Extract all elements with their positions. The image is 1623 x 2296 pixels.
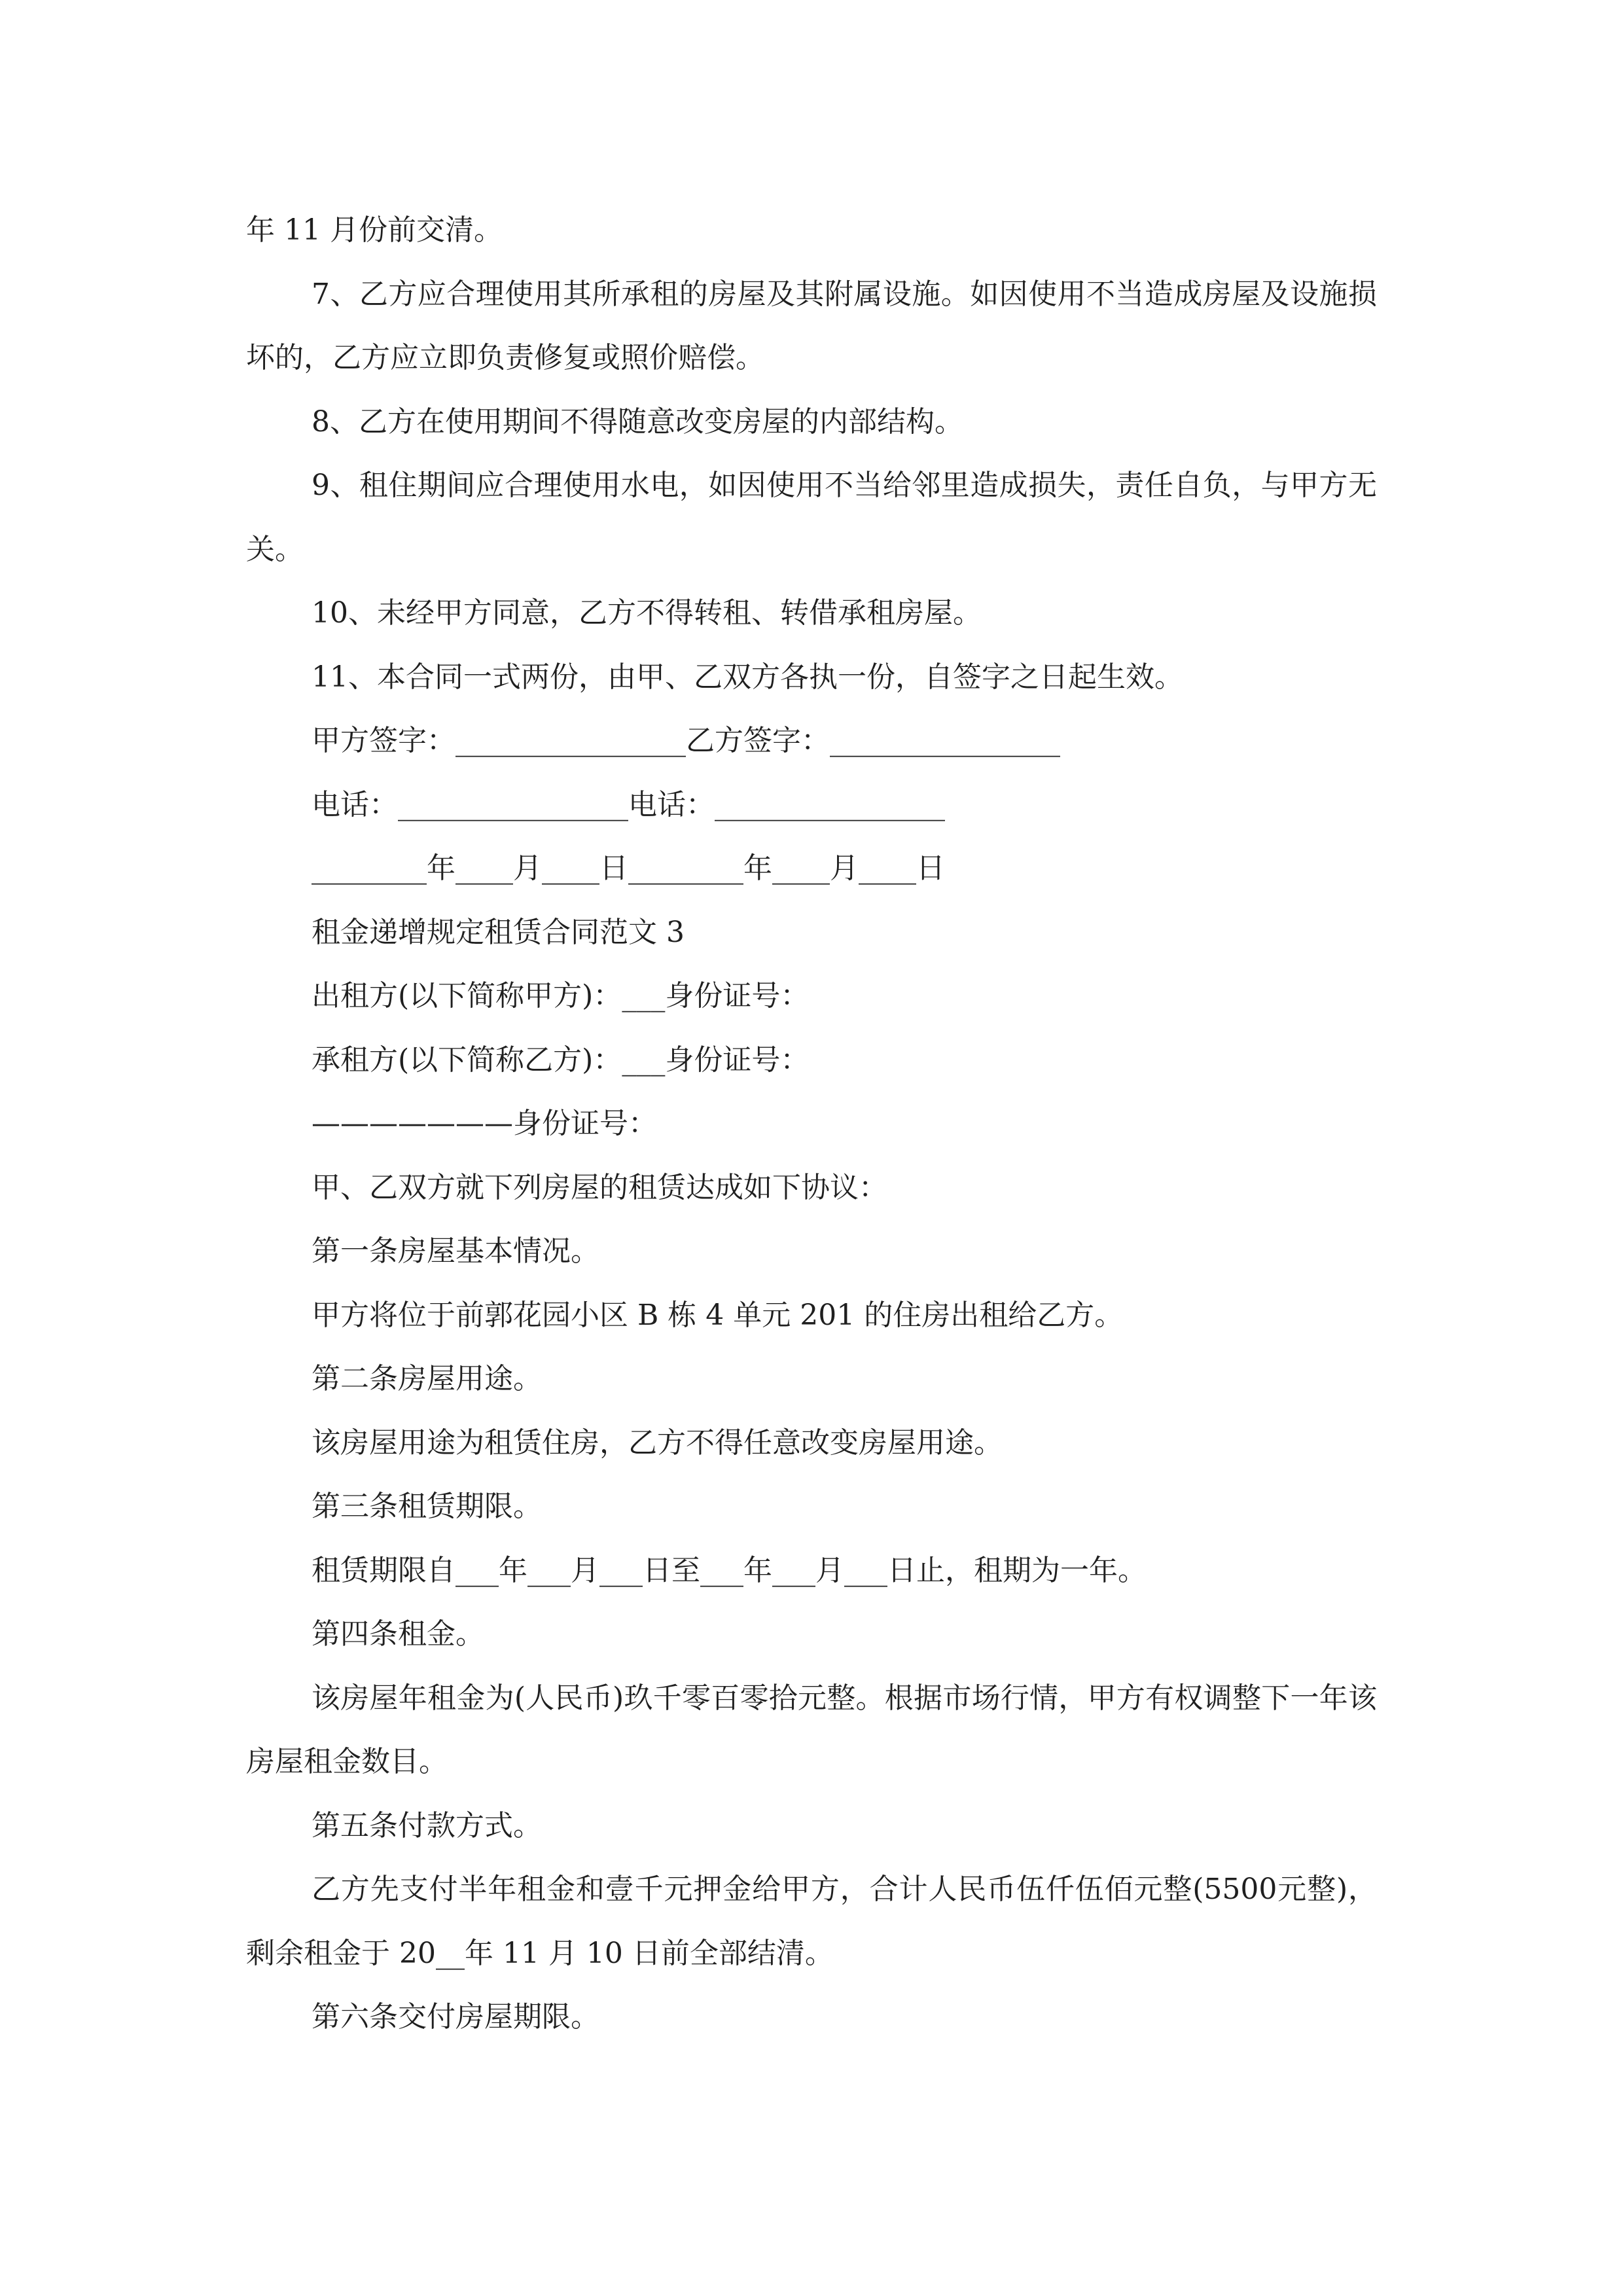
paragraph: 第一条房屋基本情况。 [312, 1234, 599, 1268]
paragraph: 租赁期限自___年___月___日至___年___月___日止，租期为一年。 [312, 1553, 1147, 1587]
paragraph: 年 11 月份前交清。 [246, 213, 503, 247]
paragraph: ________年____月____日________年____月____日 [312, 852, 945, 885]
paragraph: 7、乙方应合理使用其所承租的房屋及其附属设施。如因使用不当造成房屋及设施损坏的，乙方应立即负责修复或照价赔偿。 [246, 277, 1377, 374]
paragraph: 9、租住期间应合理使用水电，如因使用不当给邻里造成损失，责任自负，与甲方无关。 [246, 469, 1377, 566]
paragraph: 第五条付款方式。 [312, 1808, 542, 1842]
paragraph: 该房屋年租金为(人民币)玖千零百零拾元整。根据市场行情，甲方有权调整下一年该房屋租金数目。 [246, 1681, 1377, 1778]
paragraph: 第三条租赁期限。 [312, 1490, 542, 1523]
paragraph: 第六条交付房屋期限。 [312, 2000, 599, 2034]
paragraph: 电话：________________电话：________________ [312, 787, 945, 821]
paragraph: 承租方(以下简称乙方)：___身份证号： [312, 1043, 810, 1077]
paragraph: 甲、乙双方就下列房屋的租赁达成如下协议： [312, 1170, 887, 1204]
paragraph: 该房屋用途为租赁住房，乙方不得任意改变房屋用途。 [312, 1426, 1003, 1460]
paragraph: 租金递增规定租赁合同范文 3 [312, 915, 685, 949]
paragraph: 乙方先支付半年租金和壹千元押金给甲方，合计人民币伍仟伍佰元整(5500元整)，剩余租金于 20__年 11 月 10 日前全部结清。 [246, 1873, 1377, 1970]
paragraph: 甲方签字：________________乙方签字：________________ [312, 724, 1060, 757]
paragraph: 出租方(以下简称甲方)：___身份证号： [312, 979, 810, 1013]
document-body [246, 198, 1377, 2049]
paragraph: 10、未经甲方同意，乙方不得转租、转借承租房屋。 [312, 596, 982, 630]
paragraph: 甲方将位于前郭花园小区 B 栋 4 单元 201 的住房出租给乙方。 [312, 1298, 1124, 1332]
paragraph: 11、本合同一式两份，由甲、乙双方各执一份，自签字之日起生效。 [312, 660, 1183, 694]
paragraph: ———————身份证号： [312, 1107, 657, 1140]
paragraph: 第四条租金。 [312, 1617, 484, 1651]
paragraph: 第二条房屋用途。 [312, 1362, 542, 1395]
paragraph: 8、乙方在使用期间不得随意改变房屋的内部结构。 [312, 404, 963, 439]
